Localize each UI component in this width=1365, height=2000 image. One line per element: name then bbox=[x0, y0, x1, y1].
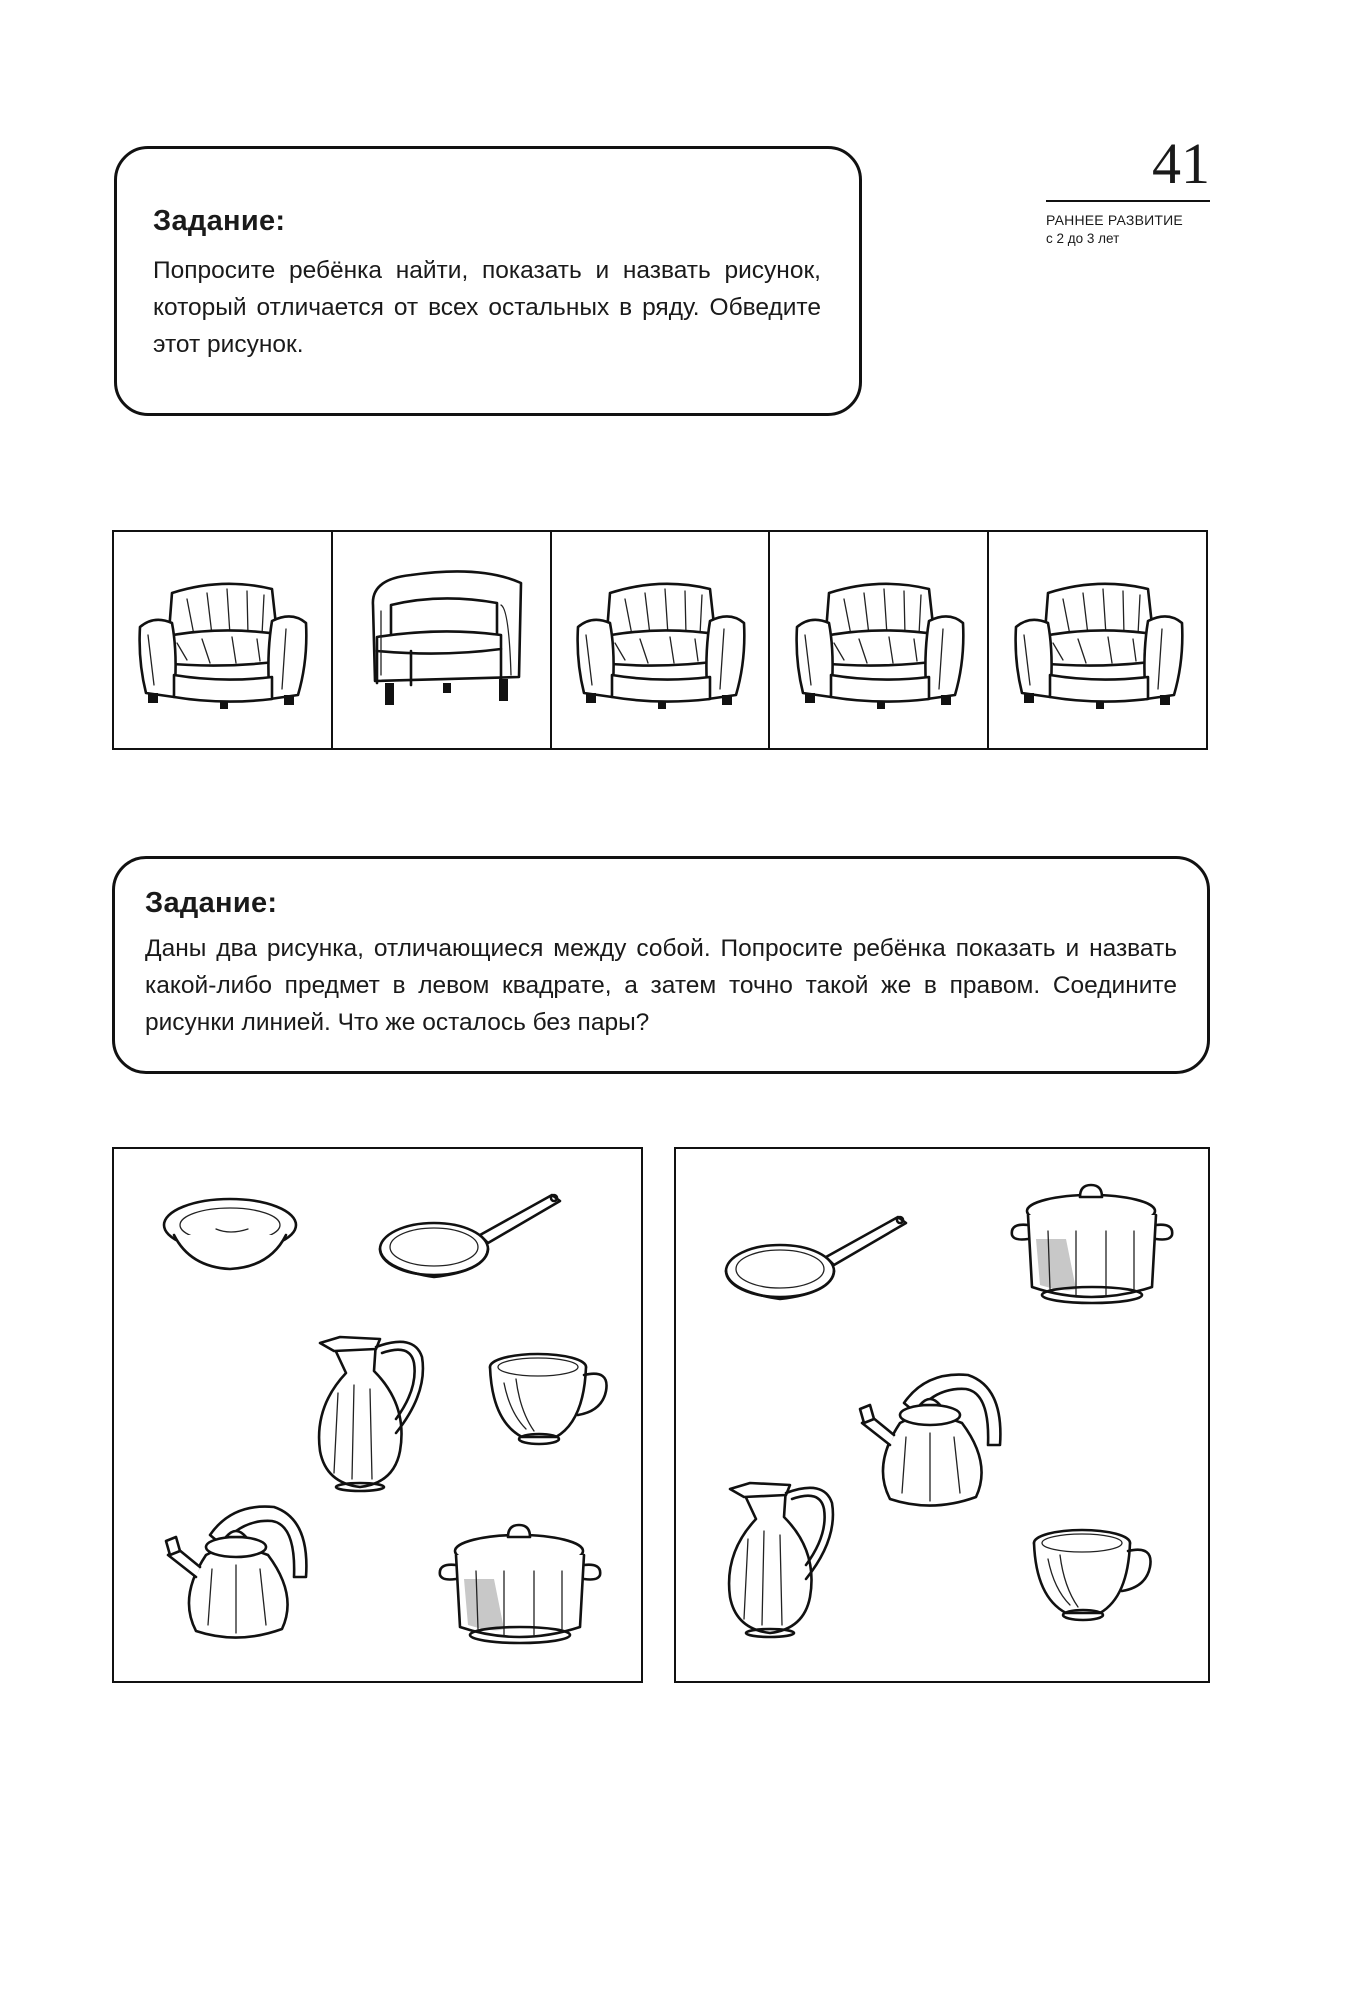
kettle-icon[interactable] bbox=[856, 1353, 1006, 1513]
soft-armchair-icon bbox=[789, 565, 969, 715]
task-box-odd-one-out bbox=[114, 146, 862, 416]
series-title: РАННЕЕ РАЗВИТИЕ bbox=[1046, 212, 1183, 228]
armchair-cell-1[interactable] bbox=[114, 532, 333, 748]
armchair-row bbox=[112, 530, 1208, 750]
cup-icon[interactable] bbox=[1030, 1525, 1158, 1625]
soft-armchair-icon bbox=[132, 565, 312, 715]
task-box-find-pairs bbox=[112, 856, 1210, 1074]
page-number: 41 bbox=[1152, 131, 1210, 196]
armchair-cell-5[interactable] bbox=[989, 532, 1206, 748]
task-instruction: Даны два рисунка, отличающиеся между собой. Попросите ребёнка показать и назвать какой-либо предмет в левом квадрате, а затем точно такой же в правом. Соедините рисунки линией. Что же осталось без пары? bbox=[145, 935, 1177, 1036]
plate-icon[interactable] bbox=[160, 1195, 300, 1275]
soft-armchair-icon bbox=[570, 565, 750, 715]
pot-icon[interactable] bbox=[434, 1519, 604, 1649]
header-divider bbox=[1046, 200, 1210, 202]
task-title: Задание: bbox=[145, 887, 278, 919]
jug-icon[interactable] bbox=[720, 1479, 848, 1639]
tub-armchair-icon bbox=[351, 565, 531, 715]
soft-armchair-icon bbox=[1008, 565, 1188, 715]
armchair-cell-2[interactable] bbox=[333, 532, 552, 748]
task-title: Задание: bbox=[153, 205, 286, 237]
left-kitchen-panel bbox=[112, 1147, 643, 1683]
frying-pan-icon[interactable] bbox=[376, 1187, 566, 1283]
cup-icon[interactable] bbox=[486, 1349, 614, 1449]
armchair-cell-3[interactable] bbox=[552, 532, 771, 748]
pot-icon[interactable] bbox=[1006, 1179, 1176, 1309]
series-age: с 2 до 3 лет bbox=[1046, 231, 1120, 246]
right-kitchen-panel bbox=[674, 1147, 1210, 1683]
armchair-cell-4[interactable] bbox=[770, 532, 989, 748]
kettle-icon[interactable] bbox=[162, 1485, 312, 1645]
task-instruction: Попросите ребёнка найти, показать и назвать рисунок, который отличается от всех остальных в ряду. Обведите этот рисунок. bbox=[153, 257, 821, 358]
jug-icon[interactable] bbox=[310, 1333, 438, 1493]
frying-pan-icon[interactable] bbox=[722, 1209, 912, 1305]
